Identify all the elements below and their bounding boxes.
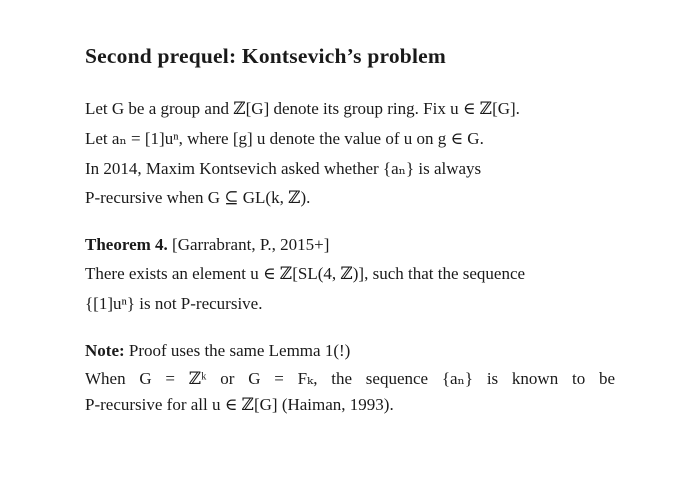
paragraph1-line2: Let aₙ = [1]uⁿ, where [g] u denote the value of u on g ∈ G. xyxy=(85,129,484,148)
slide-title: Second prequel: Kontsevich’s problem xyxy=(85,44,446,68)
paragraph1-line1: Let G be a group and ℤ[G] denote its group ring. Fix u ∈ ℤ[G]. xyxy=(85,99,520,118)
theorem-heading xyxy=(85,235,329,255)
note-text: Proof uses the same Lemma 1(!) xyxy=(128,341,351,360)
note-line1: When G = ℤᵏ or G = Fₖ, the sequence {aₙ} is known to be xyxy=(85,369,615,388)
theorem-line2: {[1]uⁿ} is not P-recursive. xyxy=(85,294,263,313)
theorem-line1: There exists an element u ∈ ℤ[SL(4, ℤ)], such that the sequence xyxy=(85,264,526,283)
theorem-label: Theorem 4. xyxy=(85,235,168,254)
note-label: Note: xyxy=(85,341,125,360)
theorem-citation: [Garrabrant, P., 2015+] xyxy=(172,235,330,254)
paragraph1-line3: In 2014, Maxim Kontsevich asked whether {aₙ} is always xyxy=(85,159,482,178)
paragraph1-line4: P-recursive when G ⊆ GL(k, ℤ). xyxy=(85,188,311,207)
note-line2: P-recursive for all u ∈ ℤ[G] (Haiman, 1993). xyxy=(85,395,394,414)
note-heading xyxy=(85,341,350,361)
